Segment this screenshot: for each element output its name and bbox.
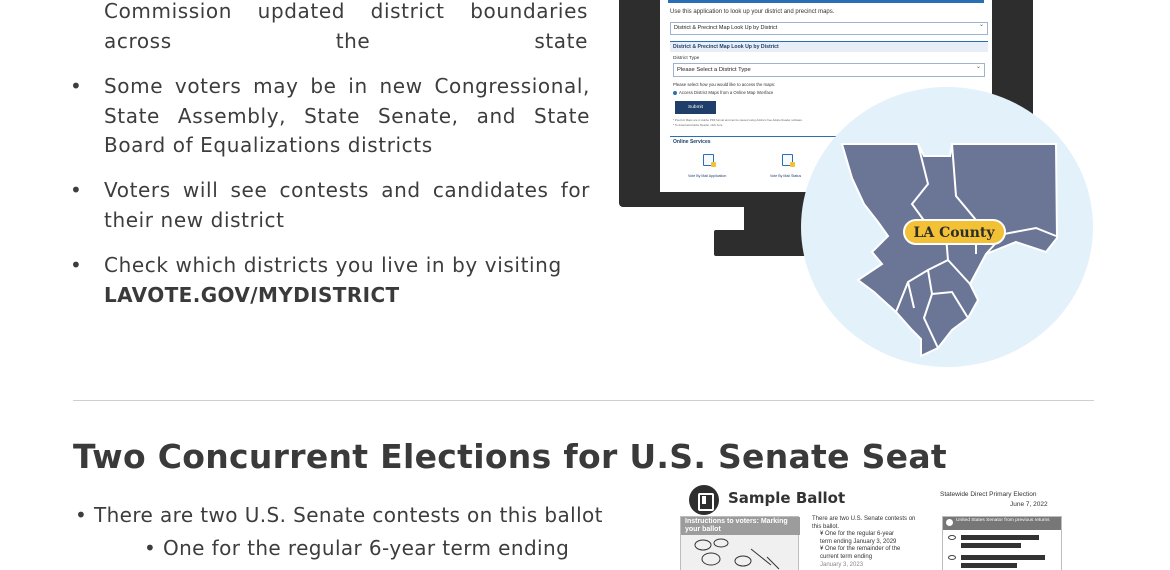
bullet-dot: • <box>70 74 82 98</box>
sketch-mark <box>751 549 779 569</box>
vote-by-mail-status-icon[interactable] <box>782 154 793 166</box>
bullet-text: There are two U.S. Senate contests on this ballot <box>93 503 603 527</box>
ballot-notice-line: this ballot. <box>812 523 840 530</box>
sketch-mark <box>702 553 720 565</box>
candidate-name-bar <box>961 535 1039 540</box>
ballot-title: Sample Ballot <box>728 489 846 507</box>
candidate-name-bar <box>961 563 1017 568</box>
bullet-dot: • <box>144 536 157 560</box>
screen-topbar <box>668 0 984 3</box>
ballot-notice-column <box>812 516 932 569</box>
ballot-notice-line: ¥ One for the regular 6-year <box>820 531 895 538</box>
ballot-notice-line: term ending January 3, 2029 <box>820 538 897 545</box>
online-services-title: Online Services <box>673 139 711 145</box>
ballot-election-date: June 7, 2022 <box>1010 501 1048 508</box>
bullet-dot: • <box>70 178 82 202</box>
bullet-text: Voters will see contests and candidates for their new district <box>104 178 590 232</box>
lookup-type-select[interactable]: District & Precinct Map Look Up by District ⌄ <box>670 22 988 35</box>
pdf-note: * Precinct Maps are in Adobe PDF format and can be viewed using Adobe's free Adobe Reader software. <box>673 119 803 122</box>
marking-illustration <box>681 535 800 570</box>
ballot-contest-box <box>942 516 1062 570</box>
sample-ballot-thumbnail <box>676 480 1076 570</box>
sketch-mark <box>714 539 728 547</box>
ballot-notice-line: January 3, 2023 <box>820 561 864 568</box>
district-type-select[interactable]: Please Select a District Type ⌄ <box>673 63 985 77</box>
ballot-election-name: Statewide Direct Primary Election <box>940 491 1037 498</box>
service-label[interactable]: Vote By Mail Status <box>770 174 802 178</box>
bullet-text: One for the regular 6-year term ending <box>162 536 570 560</box>
la-county-map-graphic <box>800 86 1094 368</box>
district-type-label: District Type <box>673 56 700 61</box>
sketch-mark <box>695 540 711 550</box>
screen-intro: Use this application to look up your district and precinct maps. <box>670 9 835 15</box>
candidate-oval <box>948 555 956 560</box>
county-label: LA County <box>913 225 995 241</box>
mydistrict-link[interactable]: LAVOTE.GOV/MYDISTRICT <box>104 282 400 307</box>
submit-button[interactable]: Submit <box>675 101 716 114</box>
ballot-instructions-box <box>680 516 799 570</box>
section-divider <box>73 400 1094 401</box>
bullet-text <box>104 251 590 310</box>
service-label[interactable]: Vote By Mail Application <box>688 174 727 178</box>
senate-subbullet <box>144 535 569 561</box>
map-access-radio[interactable]: Access District Maps from a Online Map Interface <box>673 90 773 95</box>
adobe-note: * To download Adobe Reader, click here <box>673 124 723 127</box>
bullet-text: Commission updated district boundaries across the state <box>104 0 588 53</box>
senate-bullet <box>75 502 603 528</box>
section-title: Two Concurrent Elections for U.S. Senate Seat <box>73 437 947 476</box>
screen-section-header: District & Precinct Map Look Up by District <box>670 41 988 52</box>
sketch-mark <box>735 556 751 566</box>
bullet-text-lead: Check which districts you live in by visiting <box>104 253 562 277</box>
candidate-oval <box>948 535 956 540</box>
candidate-name-bar <box>961 543 1021 548</box>
ballot-contest-header: United States Senator from previous returns <box>943 517 1061 530</box>
ballot-notice-line: current term ending <box>820 553 873 560</box>
vote-by-mail-application-icon[interactable] <box>703 154 714 166</box>
bullet-dot: • <box>75 503 88 527</box>
ballot-icon <box>689 485 719 515</box>
ballot-instructions-header: Instructions to voters: Marking your ballot <box>681 517 800 535</box>
bullet-text: Some voters may be in new Congressional, State Assembly, State Senate, and State Board of Equalizations districts <box>104 74 590 157</box>
bullet-dot: • <box>70 253 82 277</box>
ballot-notice-line: There are two U.S. Senate contests on <box>812 516 916 522</box>
access-instructions: Please select how you would like to access the maps: <box>673 82 776 87</box>
la-county-map <box>800 86 1094 368</box>
candidate-name-bar <box>961 555 1045 560</box>
ballot-notice-line: ¥ One for the remainder of the <box>820 546 901 553</box>
